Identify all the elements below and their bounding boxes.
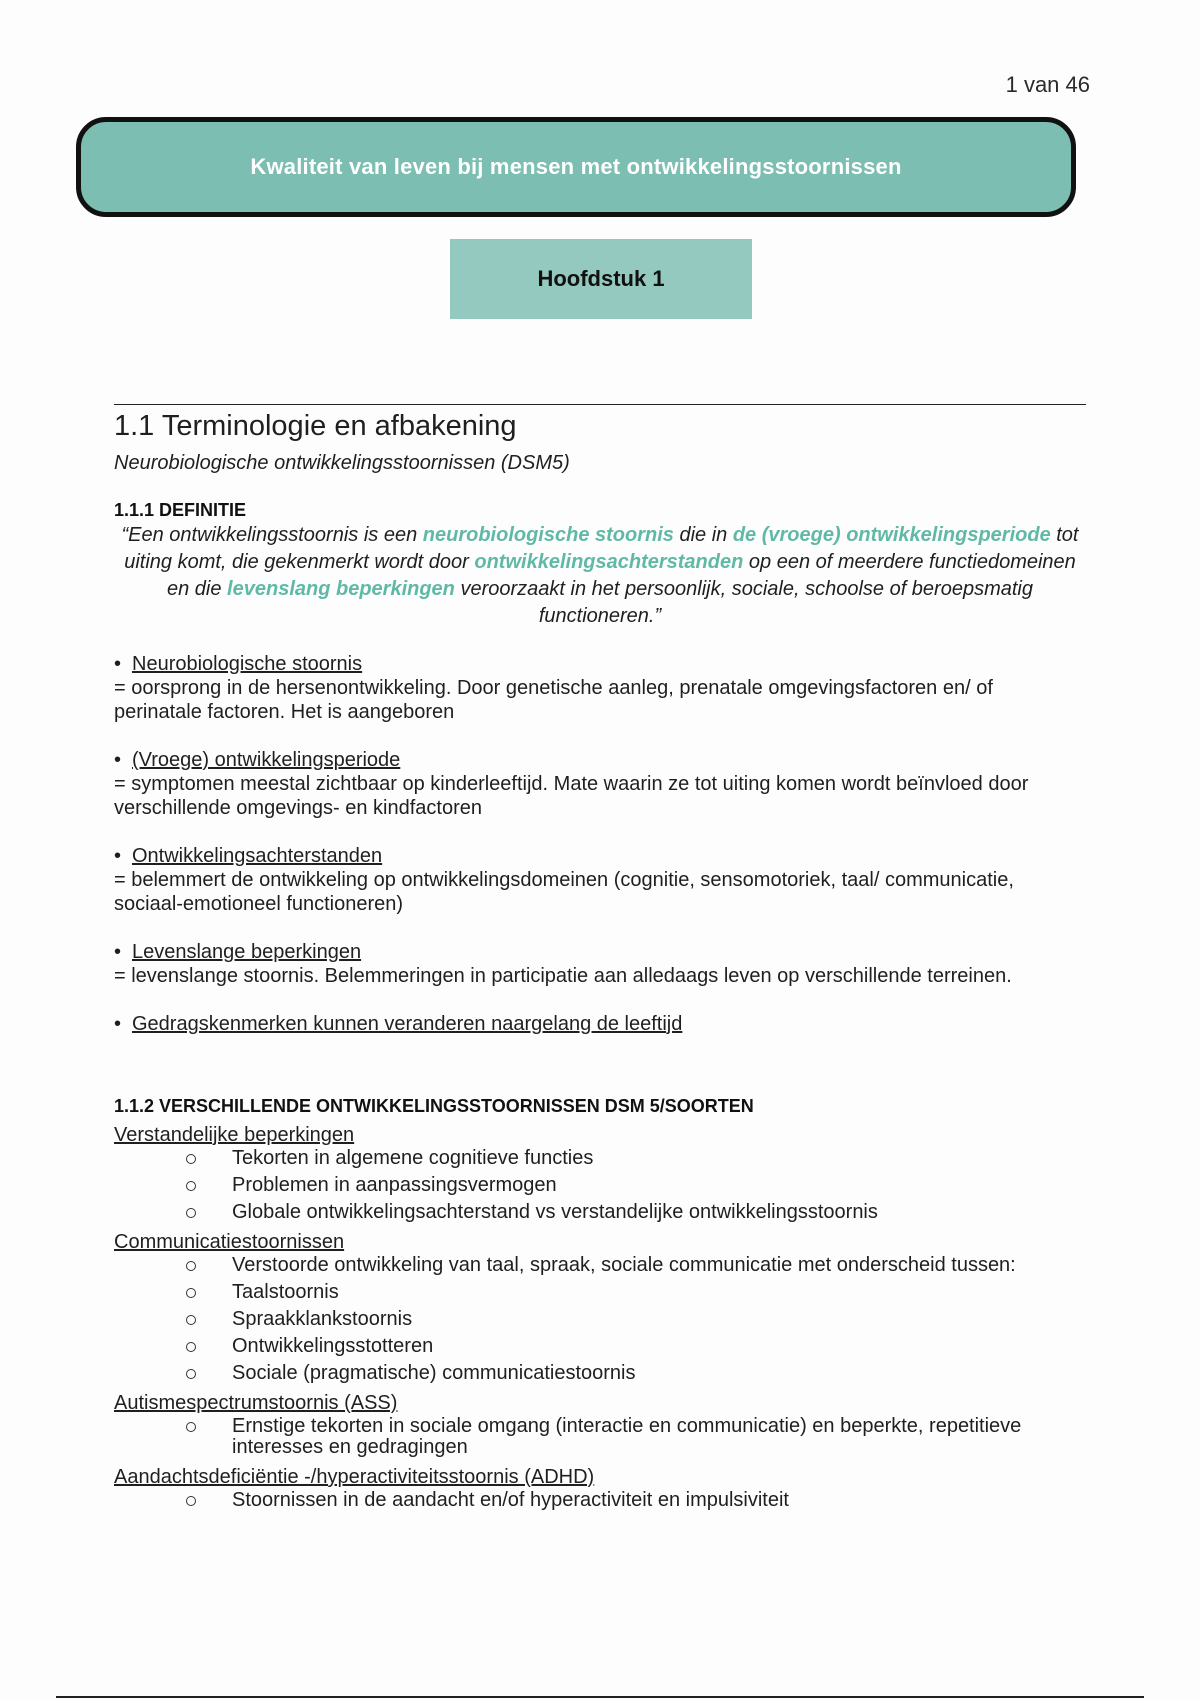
highlight-vroege-ontwikkelingsperiode: de (vroege) ontwikkelingsperiode	[732, 524, 1051, 546]
content	[114, 408, 1086, 1517]
list-item	[114, 1202, 1086, 1223]
definition-bullet	[114, 1012, 1086, 1036]
bullet-text: = levenslange stoornis. Belemmeringen in participatie aan alledaags leven op verschillende terreinen.	[114, 965, 1012, 987]
list-item	[114, 1175, 1086, 1196]
list-item-text: Ontwikkelingsstotteren	[232, 1335, 434, 1357]
bullet-title: Gedragskenmerken kunnen veranderen naargelang de leeftijd	[132, 1013, 683, 1035]
list-item-text: Spraakklankstoornis	[232, 1308, 413, 1330]
list-item-text: Ernstige tekorten in sociale omgang (interactie en communicatie) en beperkte, repetitieve interesses en gedragingen	[232, 1415, 1022, 1458]
list-item	[114, 1336, 1086, 1357]
section-subtitle: Neurobiologische ontwikkelingsstoornissen (DSM5)	[114, 452, 570, 474]
title-banner	[76, 117, 1076, 217]
bullet-dot: •	[114, 941, 122, 963]
circle-bullet-icon	[186, 1315, 196, 1325]
chapter-box	[450, 239, 752, 319]
bullet-text: = symptomen meestal zichtbaar op kinderleeftijd. Mate waarin ze tot uiting komen wordt beïnvloed door verschillende omgevings- en kindfactoren	[114, 773, 1029, 819]
category-list	[114, 1490, 1086, 1511]
list-item-text: Tekorten in algemene cognitieve functies	[232, 1147, 594, 1169]
category-list	[114, 1416, 1086, 1458]
bullet-title: (Vroege) ontwikkelingsperiode	[132, 749, 401, 771]
list-item-text: Globale ontwikkelingsachterstand vs verstandelijke ontwikkelingsstoornis	[232, 1201, 878, 1223]
category-title: Aandachtsdeficiëntie -/hyperactiviteitsstoornis (ADHD)	[114, 1466, 595, 1488]
list-item	[114, 1255, 1086, 1276]
highlight-ontwikkelingsachterstanden: ontwikkelingsachterstanden	[474, 551, 744, 573]
circle-bullet-icon	[186, 1369, 196, 1379]
definition-bullet	[114, 748, 1086, 820]
definition-heading: 1.1.1 DEFINITIE	[114, 500, 247, 520]
highlight-neurobiologische-stoornis: neurobiologische stoornis	[422, 524, 674, 546]
definition-bullet	[114, 940, 1086, 988]
quote-part-4: op een of meerdere functiedomeinen en die	[166, 551, 1076, 600]
category-list	[114, 1148, 1086, 1223]
bullet-title: Ontwikkelingsachterstanden	[132, 845, 383, 867]
bullet-text: = belemmert de ontwikkeling op ontwikkelingsdomeinen (cognitie, sensomotoriek, taal/ communicatie, sociaal-emotioneel functioneren)	[114, 869, 1014, 915]
category-title: Communicatiestoornissen	[114, 1231, 345, 1253]
definition-bullet	[114, 844, 1086, 916]
circle-bullet-icon	[186, 1496, 196, 1506]
list-item	[114, 1148, 1086, 1169]
category-title: Verstandelijke beperkingen	[114, 1124, 355, 1146]
circle-bullet-icon	[186, 1422, 196, 1432]
bullet-title: Neurobiologische stoornis	[132, 653, 363, 675]
footer-divider	[56, 1696, 1144, 1698]
banner-title: Kwaliteit van leven bij mensen met ontwikkelingsstoornissen	[250, 154, 902, 179]
list-item	[114, 1282, 1086, 1303]
category-title: Autismespectrumstoornis (ASS)	[114, 1392, 398, 1414]
page-number: 1 van 46	[1005, 72, 1090, 97]
circle-bullet-icon	[186, 1208, 196, 1218]
circle-bullet-icon	[186, 1261, 196, 1271]
list-item-text: Verstoorde ontwikkeling van taal, spraak, sociale communicatie met onderscheid tussen:	[232, 1254, 1016, 1276]
bullet-dot: •	[114, 653, 122, 675]
list-item	[114, 1416, 1086, 1458]
types-heading: 1.1.2 VERSCHILLENDE ONTWIKKELINGSSTOORNISSEN DSM 5/SOORTEN	[114, 1096, 754, 1116]
section-divider	[114, 404, 1086, 405]
bullet-title: Levenslange beperkingen	[132, 941, 362, 963]
quote-part-2: die in	[673, 524, 733, 546]
category-list	[114, 1255, 1086, 1384]
circle-bullet-icon	[186, 1342, 196, 1352]
definition-bullet	[114, 652, 1086, 724]
bullet-dot: •	[114, 1013, 122, 1035]
list-item	[114, 1363, 1086, 1384]
definition-quote	[114, 522, 1086, 630]
highlight-levenslang-beperkingen: levenslang beperkingen	[227, 578, 455, 600]
quote-part-5: veroorzaakt in het persoonlijk, sociale, schoolse of beroepsmatig functioneren.”	[454, 578, 1033, 627]
circle-bullet-icon	[186, 1181, 196, 1191]
chapter-label: Hoofdstuk 1	[537, 266, 665, 291]
bullet-dot: •	[114, 845, 122, 867]
list-item-text: Sociale (pragmatische) communicatiestoornis	[232, 1362, 636, 1384]
list-item-text: Stoornissen in de aandacht en/of hyperactiviteit en impulsiviteit	[232, 1489, 789, 1511]
list-item	[114, 1490, 1086, 1511]
bullet-text: = oorsprong in de hersenontwikkeling. Door genetische aanleg, prenatale omgevingsfactoren en/ of perinatale factoren. Het is aangeboren	[114, 677, 993, 723]
quote-part-1: “Een ontwikkelingsstoornis is een	[121, 524, 423, 546]
section-title: 1.1 Terminologie en afbakening	[114, 410, 517, 442]
list-item-text: Problemen in aanpassingsvermogen	[232, 1174, 557, 1196]
bullet-dot: •	[114, 749, 122, 771]
circle-bullet-icon	[186, 1154, 196, 1164]
circle-bullet-icon	[186, 1288, 196, 1298]
quote-part-3: tot uiting komt, die gekenmerkt wordt door	[124, 524, 1079, 573]
list-item	[114, 1309, 1086, 1330]
list-item-text: Taalstoornis	[232, 1281, 339, 1303]
